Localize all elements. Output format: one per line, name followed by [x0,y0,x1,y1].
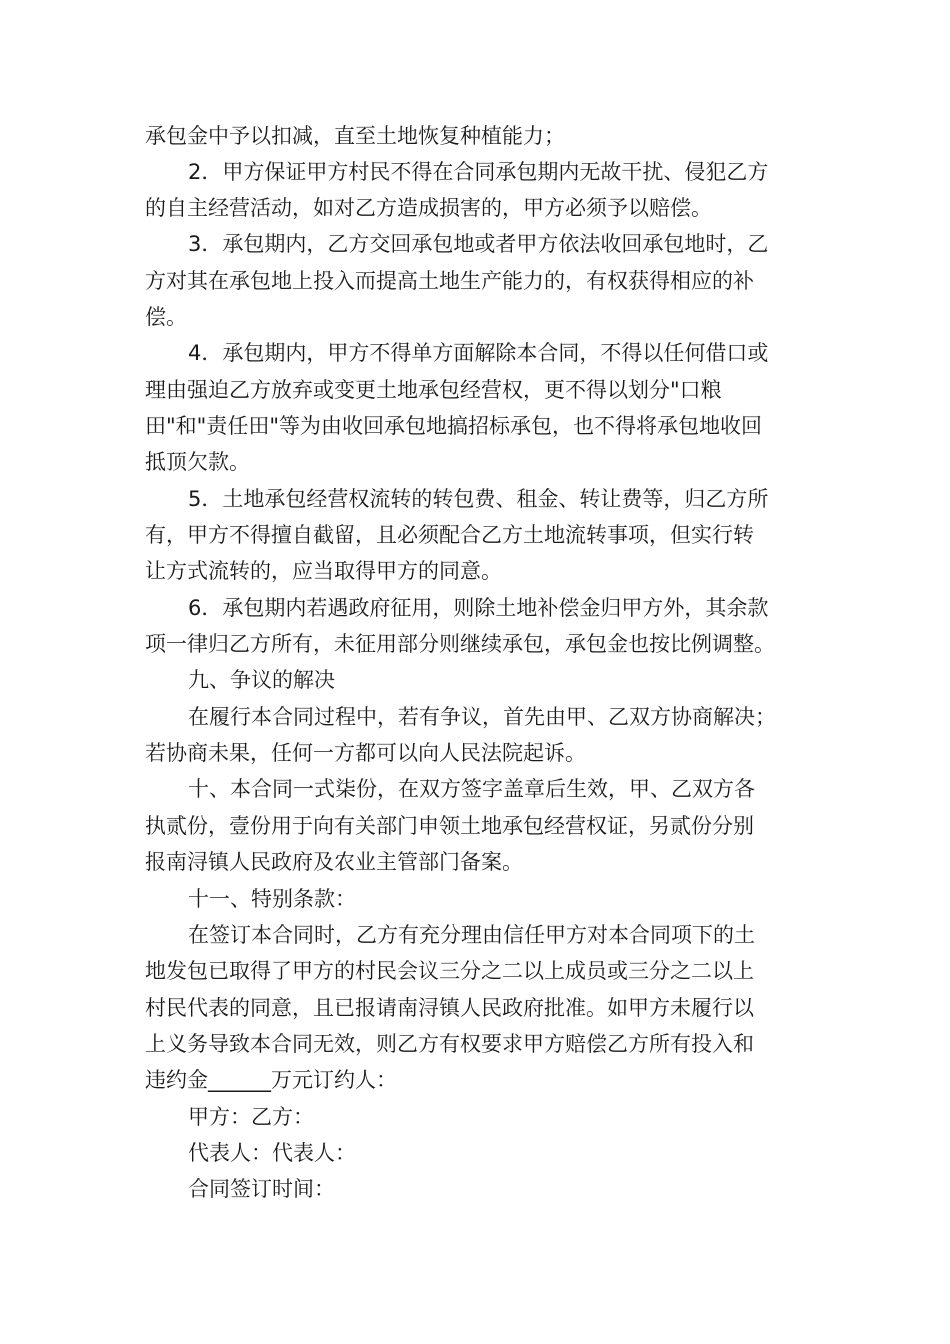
text-line: 上义务导致本合同无效，则乙方有权要求甲方赔偿乙方所有投入和 [145,1032,754,1056]
text-line: 在履行本合同过程中，若有争议，首先由甲、乙双方协商解决； [188,705,776,729]
text-line: 3．承包期内，乙方交回承包地或者甲方依法收回承包地时，乙 [188,232,769,256]
text-line: 地发包已取得了甲方的村民会议三分之二以上成员或三分之二以上 [145,959,754,983]
text-line: 执贰份，壹份用于向有关部门申领土地承包经营权证，另贰份分别 [145,814,754,838]
signature-representative-line: 代表人：代表人： [188,1141,356,1165]
text-line: 偿。 [145,305,187,329]
text-line: 项一律归乙方所有，未征用部分则继续承包，承包金也按比例调整。 [145,632,775,656]
signature-party-line: 甲方：乙方： [188,1105,314,1129]
text-line: 让方式流转的，应当取得甲方的同意。 [145,559,502,583]
text-line: 十、本合同一式柒份，在双方签字盖章后生效，甲、乙双方各 [188,777,755,801]
text-line: 若协商未果，任何一方都可以向人民法院起诉。 [145,741,586,765]
text-line: 4．承包期内，甲方不得单方面解除本合同，不得以任何借口或 [188,341,769,365]
text-line: 田"和"责任田"等为由收回承包地搞招标承包，也不得将承包地收回 [145,414,762,438]
text-line: 报南浔镇人民政府及农业主管部门备案。 [145,850,523,874]
text-line: 在签订本合同时，乙方有充分理由信任甲方对本合同项下的土 [188,923,755,947]
text-line: 承包金中予以扣减，直至土地恢复种植能力； [145,124,565,148]
text-line: 理由强迫乙方放弃或变更土地承包经营权，更不得以划分"口粮 [145,378,722,402]
text-line: 违约金______万元订约人： [145,1068,397,1092]
text-line: 的自主经营活动，如对乙方造成损害的，甲方必须予以赔偿。 [145,196,712,220]
text-line: 2．甲方保证甲方村民不得在合同承包期内无故干扰、侵犯乙方 [188,160,769,184]
section-heading: 九、争议的解决 [188,668,335,692]
signature-date-line: 合同签订时间： [188,1177,335,1201]
text-line: 方对其在承包地上投入而提高土地生产能力的，有权获得相应的补 [145,269,754,293]
text-line: 村民代表的同意，且已报请南浔镇人民政府批准。如甲方未履行以 [145,996,754,1020]
text-line: 抵顶欠款。 [145,450,250,474]
text-line: 有，甲方不得擅自截留，且必须配合乙方土地流转事项，但实行转 [145,523,754,547]
section-heading: 十一、特别条款： [188,887,356,911]
text-line: 5．土地承包经营权流转的转包费、租金、转让费等，归乙方所 [188,487,769,511]
text-line: 6．承包期内若遇政府征用，则除土地补偿金归甲方外，其余款 [188,596,769,620]
